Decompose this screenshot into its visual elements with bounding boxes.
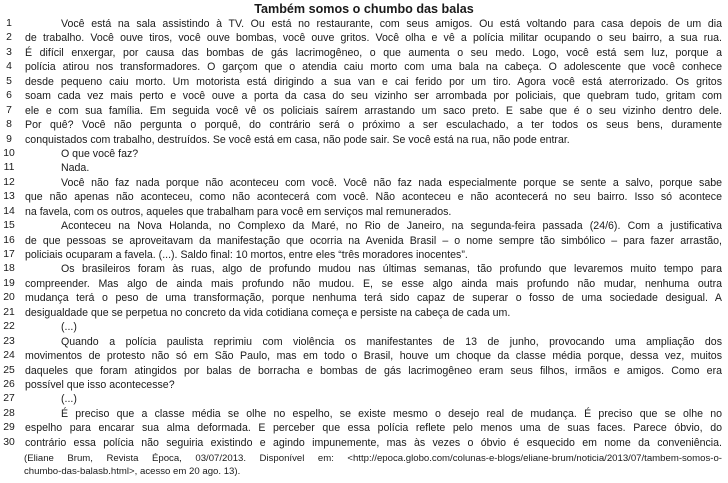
line-text: Você está na sala assistindo à TV. Ou está no restaurante, com seus amigos. Ou está voltando para casa depois de um dia bbox=[61, 18, 722, 30]
text-line bbox=[0, 161, 728, 175]
line-text: espelho para encarar sua alma deformada. E perceber que essa polícia reflete pelo menos uma de suas faces. Parece óbvio, do bbox=[25, 422, 722, 435]
line-text: ele e com sua família. Em seguida você vê os policiais saírem arrastando um saco preto. E sabe que é o seu vizinho dentro dele. bbox=[25, 104, 722, 117]
line-number: 24 bbox=[3, 350, 15, 362]
line-text: mudança terá o peso de uma transformação, porque nenhuma terá sido capaz de superar o fosso de uma sociedade desigual. A bbox=[25, 292, 722, 305]
line-number: 4 bbox=[6, 61, 12, 73]
text-line bbox=[0, 75, 728, 89]
text-line bbox=[0, 364, 728, 378]
line-number: 19 bbox=[3, 277, 15, 289]
line-number: 10 bbox=[3, 147, 15, 159]
text-line bbox=[0, 46, 728, 60]
line-text: na favela, com os outros, aqueles que trabalham para você em serviços mal remunerados. bbox=[25, 205, 452, 218]
text-line bbox=[0, 104, 728, 118]
line-text: de trabalho. Você ouve tiros, você ouve bombas, você ouve gritos. Você olha e vê a polícia militar ocupando o seu bairro, a sua rua. bbox=[25, 32, 722, 45]
text-line bbox=[0, 421, 728, 435]
line-text: movimentos de protesto não só em São Paulo, mas em todo o Brasil, houve um choque da classe média porque, dessa vez, muitos bbox=[25, 350, 722, 363]
citation-line-1: (Eliane Brum, Revista Época, 03/07/2013. Disponível em: <http://epoca.globo.com/colunas-e-blogs/eliane-brum/noticia/2013/07/tambem-somos-o- bbox=[24, 453, 722, 464]
line-text: É preciso que a classe média se olhe no espelho, se existe mesmo o desejo real de mudança. É preciso que se olhe no bbox=[61, 407, 722, 420]
text-line bbox=[0, 118, 728, 132]
line-text: O que você faz? bbox=[61, 147, 139, 160]
line-text: possível que isso acontecesse? bbox=[25, 378, 175, 391]
line-text: Você não faz nada porque não aconteceu com você. Você não faz nada especialmente porque se sente a salvo, porque sabe bbox=[61, 176, 722, 189]
line-number: 22 bbox=[3, 321, 15, 333]
line-text: soam cada vez mais perto e você ouve a porta da casa do seu vizinho ser arrombada por policiais, que quebram tudo, gritam com bbox=[25, 90, 722, 103]
text-line bbox=[0, 190, 728, 204]
line-number: 28 bbox=[3, 407, 15, 419]
line-number: 9 bbox=[6, 133, 12, 145]
line-number: 25 bbox=[3, 364, 15, 376]
text-line bbox=[0, 349, 728, 363]
line-text: Os brasileiros foram às ruas, algo de profundo mudou nas últimas semanas, tão profundo que levaremos muito tempo para bbox=[61, 263, 722, 276]
line-number: 29 bbox=[3, 422, 15, 434]
text-line bbox=[0, 176, 728, 190]
text-line bbox=[0, 60, 728, 74]
text-line bbox=[0, 248, 728, 262]
text-line bbox=[0, 133, 728, 147]
line-text: desigualdade que se perpetua no concreto da vida cotidiana começa e persiste na cabeça de cada um. bbox=[25, 306, 511, 319]
line-text: É difícil enxergar, por causa das bombas de gás lacrimogêneo, o que aumenta o seu medo. Logo, você está sem luz, porque a bbox=[25, 46, 722, 59]
line-number: 30 bbox=[3, 436, 15, 448]
line-number: 3 bbox=[6, 46, 12, 58]
text-line bbox=[0, 335, 728, 349]
line-number: 26 bbox=[3, 378, 15, 390]
text-line bbox=[0, 234, 728, 248]
line-number: 5 bbox=[6, 75, 12, 87]
citation-line-2: chumbo-das-balasb.html>, acesso em 20 ago. 13). bbox=[24, 465, 241, 477]
line-text: compreender. Mas algo de ainda mais profundo não mudou. E, se esse algo ainda mais profundo não mudar, nenhuma outra bbox=[25, 277, 722, 290]
text-line bbox=[0, 291, 728, 305]
line-number: 6 bbox=[6, 90, 12, 102]
line-text: de que pessoas se aproveitavam da manifestação que ocorria na Avenida Brasil – o nome sempre tão simbólico – para fazer arrastão, bbox=[25, 234, 722, 247]
line-text: Aconteceu na Nova Holanda, no Complexo da Maré, no Rio de Janeiro, na segunda-feira passada (24/6). Com a justificativa bbox=[61, 220, 722, 233]
line-text: desde pequeno caiu morto. Um motorista está dirigindo a sua van e cai ferido por um tiro. Agora você está aterrorizado. Os gritos bbox=[25, 75, 722, 88]
line-number: 1 bbox=[6, 18, 12, 29]
text-line bbox=[0, 320, 728, 334]
line-number: 14 bbox=[3, 205, 15, 217]
text-line bbox=[0, 219, 728, 233]
text-line bbox=[0, 31, 728, 45]
line-number: 18 bbox=[3, 263, 15, 275]
line-number: 2 bbox=[6, 32, 12, 44]
line-number: 20 bbox=[3, 292, 15, 304]
text-line bbox=[0, 262, 728, 276]
line-number: 11 bbox=[3, 162, 15, 174]
text-line bbox=[0, 306, 728, 320]
text-line bbox=[0, 277, 728, 291]
line-number: 12 bbox=[3, 176, 15, 188]
text-line bbox=[0, 378, 728, 392]
text-line bbox=[0, 205, 728, 219]
line-text: contrário essa polícia não seguiria existindo e agindo impunemente, mas às vezes o óbvio é esquecido em nome da conveniência. bbox=[25, 436, 722, 449]
page-title: Também somos o chumbo das balas bbox=[254, 2, 474, 16]
citation bbox=[24, 453, 722, 478]
line-text: conquistados com trabalho, destruídos. Se você está em casa, não pode sair. Se você está na rua, não pode entrar. bbox=[25, 133, 570, 146]
line-text: daqueles que foram atingidos por balas de borracha e bombas de gás lacrimogêneo eram seus filhos, irmãos e amigos. Como era bbox=[25, 364, 722, 377]
line-number: 7 bbox=[6, 104, 12, 116]
line-text: Nada. bbox=[61, 162, 90, 175]
text-line bbox=[0, 147, 728, 161]
line-number: 16 bbox=[3, 234, 15, 246]
text-line bbox=[0, 17, 728, 31]
line-text: (...) bbox=[61, 321, 77, 334]
line-number: 17 bbox=[3, 249, 15, 260]
text-line bbox=[0, 436, 728, 450]
line-number: 23 bbox=[3, 335, 15, 347]
line-number: 21 bbox=[3, 306, 15, 318]
text-line bbox=[0, 392, 728, 406]
line-number: 13 bbox=[3, 191, 15, 203]
line-text: policiais ocuparam a favela. (...). Saldo final: 10 mortos, entre eles “três moradores inocentes”. bbox=[25, 249, 468, 261]
article-body bbox=[0, 17, 728, 450]
text-line bbox=[0, 407, 728, 421]
line-number: 8 bbox=[6, 119, 12, 131]
line-text: polícia atirou nos transformadores. O garçom que o atendia caiu morto com uma bala na cabeça. O adolescente que você conhece bbox=[25, 61, 722, 74]
line-text: Por quê? Você não pergunta o porquê, do contrário será o próximo a ser esculachado, a ter todos os seus bens, duramente bbox=[25, 119, 722, 132]
line-text: Quando a polícia paulista reprimiu com violência os manifestantes de 13 de junho, provocando uma ampliação dos bbox=[61, 335, 722, 348]
line-number: 27 bbox=[3, 393, 15, 405]
line-text: que não apenas não aconteceu, como não acontecerá com você. Não aconteceu e não acontecerá no seu bairro. Isso só acontece bbox=[25, 191, 722, 204]
line-number: 15 bbox=[3, 220, 15, 232]
text-line bbox=[0, 89, 728, 103]
line-text: (...) bbox=[61, 393, 77, 406]
